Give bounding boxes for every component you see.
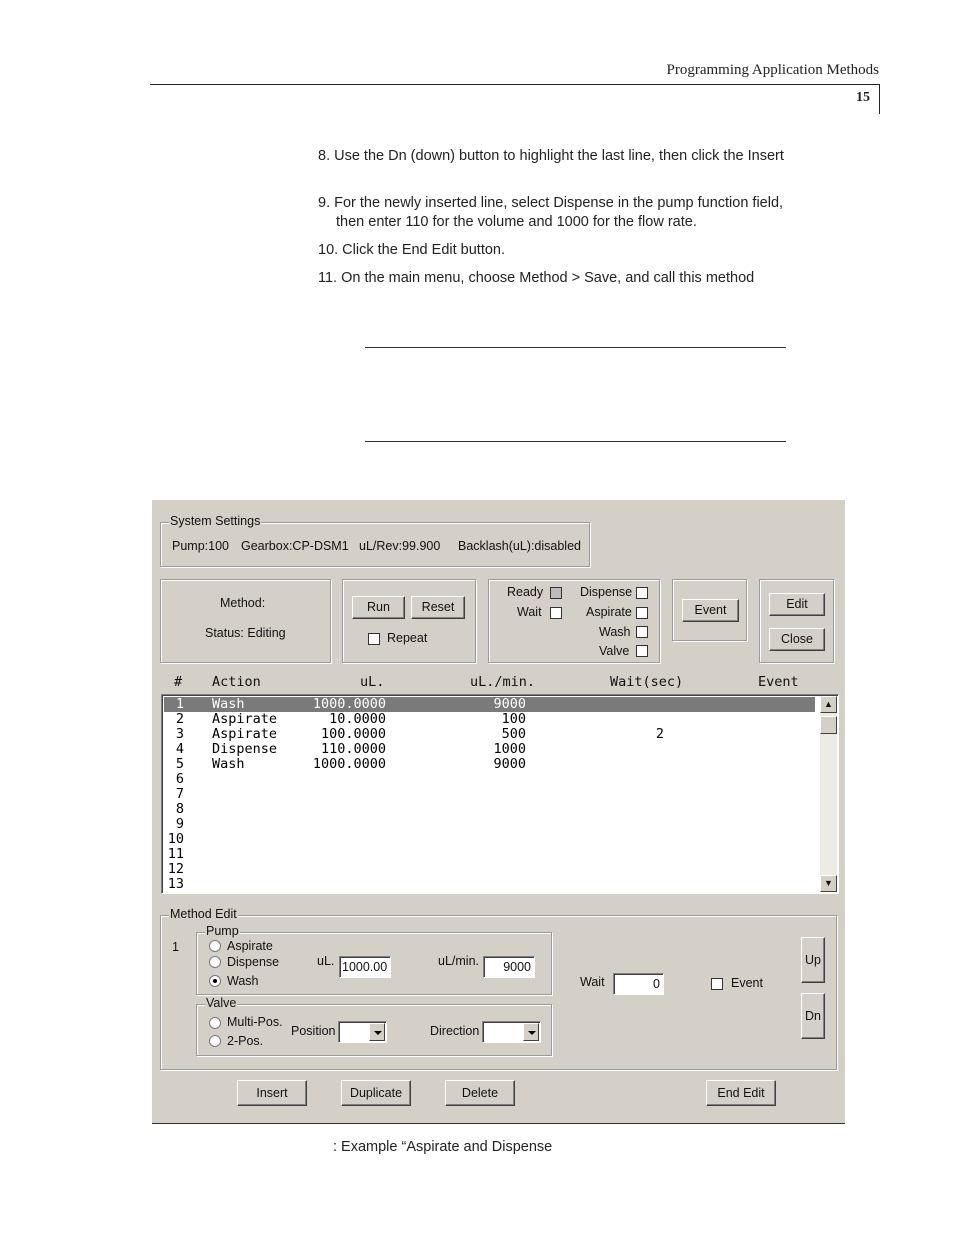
valve-group: [196, 996, 552, 1056]
cell-wait: 2: [655, 726, 664, 742]
table-row[interactable]: [164, 787, 815, 802]
valve-group-label: Valve: [206, 996, 237, 1010]
repeat-label: Repeat: [387, 631, 428, 645]
cell-num: 3: [175, 726, 184, 742]
cell-action: Aspirate: [212, 711, 278, 727]
method-steps-list[interactable]: [161, 694, 839, 894]
table-row[interactable]: [164, 832, 815, 847]
cell-num: 2: [175, 711, 184, 727]
page-number: 15: [856, 90, 870, 105]
ul-input[interactable]: 1000.00: [339, 956, 391, 978]
cell-ul: 1000.0000: [312, 756, 386, 772]
event-checkbox[interactable]: [711, 978, 723, 990]
reset-button[interactable]: Reset: [411, 596, 465, 619]
valve-indicator: [636, 645, 648, 657]
cell-ul-min: 9000: [493, 696, 526, 712]
insert-button[interactable]: Insert: [237, 1080, 307, 1106]
ul-min-field-label: uL/min.: [438, 954, 479, 968]
table-row[interactable]: [164, 772, 815, 787]
cell-num: 5: [175, 756, 184, 772]
ready-indicator: [550, 587, 562, 599]
dispense-label: Dispense: [580, 585, 633, 599]
step-10: 10. Click the End Edit button.: [318, 242, 505, 258]
table-row[interactable]: [164, 802, 815, 817]
cell-ul: 100.0000: [320, 726, 386, 742]
cell-ul: 110.0000: [320, 741, 386, 757]
pump-group: [196, 924, 552, 995]
gearbox-setting: Gearbox:CP-DSM1: [241, 539, 349, 553]
cell-num: 10: [167, 831, 184, 847]
system-settings-label: System Settings: [170, 514, 261, 528]
ready-label: Ready: [507, 585, 544, 599]
wait-input[interactable]: 0: [613, 973, 664, 995]
step-8: 8. Use the Dn (down) button to highlight the last line, then click the Insert: [318, 148, 784, 164]
valve-label: Valve: [599, 644, 630, 658]
dispense-radio[interactable]: [209, 956, 221, 968]
note-rule-bottom: [365, 441, 786, 442]
status-indicators-group: [488, 579, 660, 663]
dispense-indicator: [636, 587, 648, 599]
wash-option-label: Wash: [227, 974, 259, 988]
col-header-ul-min: uL./min.: [470, 674, 536, 690]
duplicate-button[interactable]: Duplicate: [341, 1080, 411, 1106]
table-row[interactable]: [164, 877, 815, 892]
figure-caption: : Example “Aspirate and Dispense: [333, 1139, 553, 1155]
table-row[interactable]: [164, 697, 815, 712]
col-header-action: Action: [212, 674, 261, 690]
col-header-event: Event: [758, 674, 799, 690]
cell-num: 13: [167, 876, 184, 892]
two-pos-radio[interactable]: [209, 1035, 221, 1047]
note-rule-top: [365, 347, 786, 348]
ul-min-input[interactable]: 9000: [483, 956, 535, 978]
aspirate-indicator: [636, 607, 648, 619]
dispense-option-label: Dispense: [227, 955, 280, 969]
system-settings-group: [160, 514, 590, 567]
position-select[interactable]: [338, 1021, 387, 1043]
scroll-down-arrow-icon[interactable]: ▼: [820, 875, 837, 892]
method-status-group: [160, 579, 331, 663]
edit-line-number: 1: [172, 940, 179, 954]
figure-rule: [152, 1123, 845, 1124]
cell-action: Wash: [212, 696, 245, 712]
table-row[interactable]: [164, 757, 815, 772]
delete-button[interactable]: Delete: [445, 1080, 515, 1106]
method-editor-window: [152, 500, 845, 1123]
table-row[interactable]: [164, 742, 815, 757]
wait-indicator: [550, 607, 562, 619]
chevron-down-icon[interactable]: [369, 1023, 385, 1041]
backlash-setting: Backlash(uL):disabled: [458, 539, 581, 553]
event-button[interactable]: Event: [682, 599, 739, 622]
ul-field-label: uL.: [317, 954, 335, 968]
cell-ul-min: 500: [501, 726, 526, 742]
table-row[interactable]: [164, 712, 815, 727]
pump-label: Pump: [206, 924, 239, 938]
table-row[interactable]: [164, 847, 815, 862]
cell-ul: 10.0000: [329, 711, 386, 727]
status-label: Status: Editing: [205, 626, 286, 640]
cell-ul-min: 100: [501, 711, 526, 727]
cell-action: Dispense: [212, 741, 278, 757]
col-header-num: #: [174, 674, 183, 690]
scroll-up-arrow-icon[interactable]: ▲: [820, 696, 837, 713]
pump-setting: Pump:100: [172, 539, 229, 553]
cell-ul-min: 1000: [493, 741, 526, 757]
table-row[interactable]: [164, 817, 815, 832]
wait-label: Wait: [517, 605, 542, 619]
event-checkbox-label: Event: [731, 976, 763, 990]
chevron-down-icon[interactable]: [523, 1023, 539, 1041]
edit-close-group: [759, 579, 834, 663]
cell-num: 9: [175, 816, 184, 832]
multi-pos-label: Multi-Pos.: [227, 1015, 283, 1029]
cell-num: 1: [175, 696, 184, 712]
step-11: 11. On the main menu, choose Method > Save, and call this method: [318, 270, 755, 286]
up-button[interactable]: Up: [801, 937, 825, 983]
cell-ul-min: 9000: [493, 756, 526, 772]
cell-num: 7: [175, 786, 184, 802]
running-header: Programming Application Methods: [666, 62, 879, 78]
repeat-checkbox[interactable]: [368, 633, 380, 645]
two-pos-label: 2-Pos.: [227, 1034, 264, 1048]
cell-action: Wash: [212, 756, 245, 772]
page-number-rule: [879, 84, 880, 114]
aspirate-label: Aspirate: [586, 605, 632, 619]
cell-num: 4: [175, 741, 184, 757]
table-row[interactable]: [164, 862, 815, 877]
aspirate-radio[interactable]: [209, 940, 221, 952]
list-scrollbar[interactable]: [820, 696, 837, 892]
wash-radio[interactable]: [209, 975, 221, 987]
col-header-ul: uL.: [360, 674, 385, 690]
wait-field-label: Wait: [580, 975, 605, 989]
step-9-cont: then enter 110 for the volume and 1000 for the flow rate.: [336, 214, 697, 230]
cell-num: 6: [175, 771, 184, 787]
cell-num: 8: [175, 801, 184, 817]
aspirate-option-label: Aspirate: [227, 939, 273, 953]
header-rule: [150, 84, 880, 85]
scroll-thumb[interactable]: [820, 716, 837, 734]
cell-num: 12: [167, 861, 184, 877]
edit-button[interactable]: Edit: [769, 593, 825, 616]
direction-select[interactable]: [482, 1021, 541, 1043]
method-edit-label: Method Edit: [170, 907, 237, 921]
cell-action: Aspirate: [212, 726, 278, 742]
end-edit-button[interactable]: End Edit: [706, 1080, 776, 1106]
col-header-wait: Wait(sec): [610, 674, 684, 690]
run-controls-group: [342, 579, 476, 663]
wash-label: Wash: [599, 625, 631, 639]
method-edit-group: [160, 907, 837, 1070]
wash-indicator: [636, 626, 648, 638]
ul-rev-setting: uL/Rev:99.900: [359, 539, 441, 553]
position-label: Position: [291, 1024, 336, 1038]
cell-ul: 1000.0000: [312, 696, 386, 712]
direction-label: Direction: [430, 1024, 480, 1038]
run-button[interactable]: Run: [352, 596, 405, 619]
table-row[interactable]: [164, 727, 815, 742]
cell-num: 11: [167, 846, 184, 862]
step-9: 9. For the newly inserted line, select Dispense in the pump function field,: [318, 195, 784, 211]
close-button[interactable]: Close: [769, 628, 825, 651]
event-group: [672, 579, 747, 641]
dn-button[interactable]: Dn: [801, 993, 825, 1039]
method-label: Method:: [220, 596, 266, 610]
multi-pos-radio[interactable]: [209, 1017, 221, 1029]
